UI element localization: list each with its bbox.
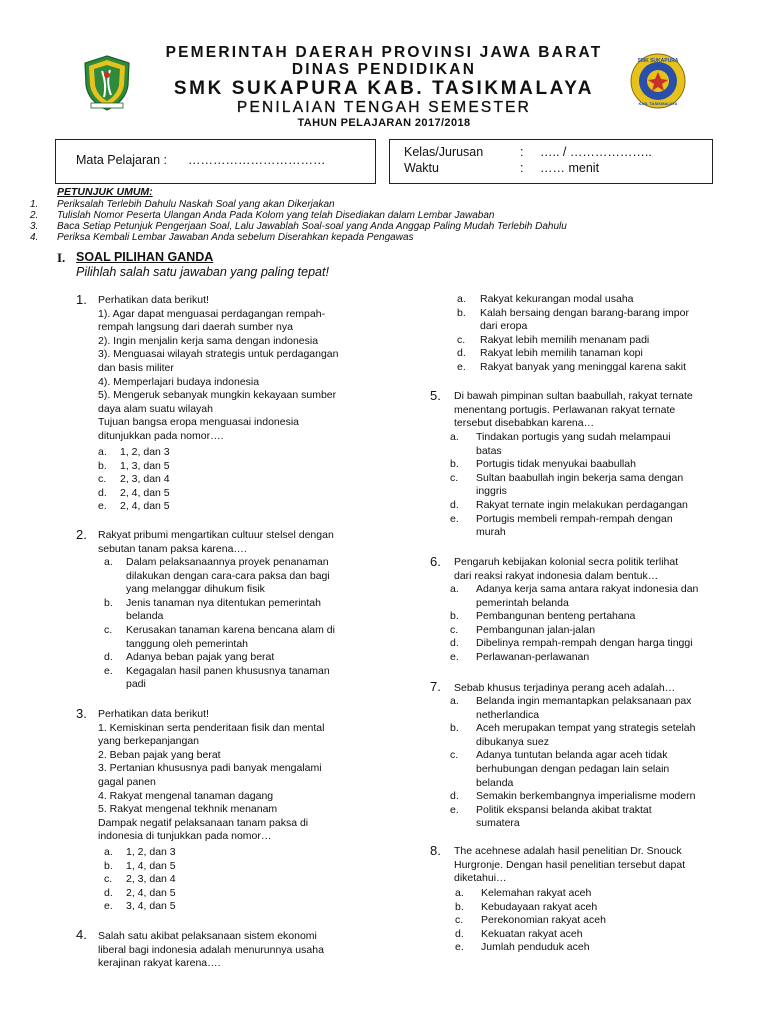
question-text: tersebut disebabkan karena…: [454, 417, 595, 430]
question-text: 4). Memperlajari budaya indonesia: [98, 375, 260, 388]
question-text: 2. Beban pajak yang berat: [98, 748, 221, 761]
option-text[interactable]: Kalah bersaing dengan barang-barang impor: [480, 306, 689, 319]
option-text[interactable]: 2, 4, dan 5: [126, 886, 176, 899]
time-sep: :: [520, 161, 524, 175]
option-text[interactable]: 2, 4, dan 5: [120, 500, 170, 513]
question-text: rempah langsung dari daerah sumber nya: [98, 321, 293, 334]
question-text: Hurgronje. Dengan hasil penelitian tersebut dapat: [454, 858, 686, 871]
option-text[interactable]: Politik ekspansi belanda akibat traktat: [476, 803, 652, 816]
option-text[interactable]: Rakyat kekurangan modal usaha: [480, 293, 634, 305]
question-text: Perhatikan data berikut!: [98, 294, 209, 306]
section-number: I.: [57, 250, 66, 265]
option-text[interactable]: Pembangunan jalan-jalan: [476, 623, 596, 636]
class-label: Kelas/Jurusan: [404, 145, 484, 159]
instruction-number: 3.: [30, 221, 39, 232]
option-text[interactable]: belanda: [126, 610, 164, 623]
instructions-title: PETUNJUK UMUM:: [57, 186, 153, 198]
option-text[interactable]: dibukanya suez: [476, 735, 549, 748]
option-label[interactable]: b.: [104, 859, 113, 872]
header-line-1: PEMERINTAH DAERAH PROVINSI JAWA BARAT: [165, 44, 603, 61]
option-label[interactable]: c.: [457, 333, 466, 346]
option-label[interactable]: a.: [450, 583, 459, 595]
question-text: Pengaruh kebijakan kolonial secra politik terlihat: [454, 556, 679, 568]
option-label[interactable]: a.: [104, 556, 113, 568]
option-label[interactable]: e.: [104, 664, 113, 677]
option-label[interactable]: e.: [455, 941, 464, 954]
option-text[interactable]: Kekuatan rakyat aceh: [481, 927, 583, 940]
question-text: Sebab khusus terjadinya perang aceh adalah…: [454, 682, 676, 694]
option-text[interactable]: Adanya kerja sama antara rakyat indonesia dan: [476, 583, 699, 595]
question-number: 8.: [430, 843, 441, 858]
option-text[interactable]: 1, 2, dan 3: [126, 846, 176, 858]
question-text: dari reaksi rakyat indonesia dalam bentuk…: [454, 569, 659, 582]
option-text[interactable]: Kelemahan rakyat aceh: [481, 887, 592, 899]
option-text[interactable]: Dibelinya rempah-rempah dengan harga tinggi: [476, 637, 693, 650]
question-text: Di bawah pimpinan sultan baabullah, rakyat ternate: [454, 390, 693, 402]
question-text: The acehnese adalah hasil penelitian Dr. Snouck: [454, 845, 682, 857]
svg-text:SMK SUKAPURA: SMK SUKAPURA: [637, 58, 679, 64]
question-number: 7.: [430, 679, 441, 694]
option-text[interactable]: Jenis tanaman nya ditentukan pemerintah: [126, 596, 321, 609]
option-text[interactable]: 2, 3, dan 4: [120, 473, 170, 486]
question-text: yang berkepanjangan: [98, 735, 200, 748]
question-text: Tujuan bangsa eropa menguasai indonesia: [98, 416, 300, 429]
exam-title: PENILAIAN TENGAH SEMESTER: [236, 99, 532, 116]
question-number: 5.: [430, 388, 441, 403]
question-text: liberal bagi indonesia adalah menurunnya usaha: [98, 943, 324, 956]
option-label[interactable]: a.: [104, 846, 113, 858]
option-text[interactable]: Kerusakan tanaman karena bencana alam di: [126, 624, 335, 636]
option-label[interactable]: d.: [104, 651, 113, 664]
option-label[interactable]: e.: [457, 361, 466, 373]
option-text[interactable]: Rakyat lebih memilih tanaman kopi: [480, 347, 643, 360]
instruction-text: Baca Setiap Petunjuk Pengerjaan Soal, Lalu Jawablah Soal-soal yang Anda Anggap Paling Mudah Terlebih Dahulu: [57, 221, 567, 232]
instruction-text: Tulislah Nomor Peserta Ulangan Anda Pada Kolom yang telah Disediakan dalam Lembar Jawaban: [57, 210, 495, 221]
option-text[interactable]: Kegagalan hasil panen khususnya tanaman: [126, 664, 330, 677]
header-line-2: DINAS PENDIDIKAN: [291, 61, 477, 78]
option-text[interactable]: Tindakan portugis yang sudah melampaui: [476, 431, 671, 443]
option-text[interactable]: tanggung oleh pemerintah: [126, 637, 249, 650]
option-text[interactable]: padi: [126, 678, 146, 691]
subject-label: Mata Pelajaran :: [76, 153, 168, 167]
option-text[interactable]: Dalam pelaksanaannya proyek penanaman: [126, 556, 329, 568]
option-label[interactable]: a.: [457, 293, 466, 305]
question-number: 4.: [76, 927, 87, 942]
option-text[interactable]: sumatera: [476, 817, 520, 830]
question-text: ditunjukkan pada nomor….: [98, 430, 224, 442]
option-label[interactable]: d.: [450, 790, 459, 803]
question-number: 3.: [76, 706, 87, 721]
option-label[interactable]: c.: [450, 749, 459, 762]
option-text[interactable]: inggris: [476, 485, 507, 498]
svg-text:KAB. TASIKMALAYA: KAB. TASIKMALAYA: [638, 101, 678, 106]
option-text[interactable]: Rakyat banyak yang meninggal karena sakit: [480, 361, 687, 373]
option-text[interactable]: pemerintah belanda: [476, 596, 569, 609]
section-instruction: Pilihlah salah satu jawaban yang paling tepat!: [76, 265, 329, 279]
option-label[interactable]: d.: [450, 637, 459, 650]
question-text: daya alam suatu wilayah: [98, 402, 213, 415]
option-text[interactable]: Pembangunan benteng pertahana: [476, 610, 636, 623]
question-number: 1.: [76, 292, 87, 307]
option-text[interactable]: 2, 3, dan 4: [126, 873, 176, 886]
option-text[interactable]: yang melanggar dihukum fisik: [126, 583, 265, 596]
section-title: SOAL PILIHAN GANDA: [76, 250, 214, 264]
option-label[interactable]: c.: [98, 473, 107, 486]
question-text: 4. Rakyat mengenal tanaman dagang: [98, 789, 274, 802]
option-label[interactable]: a.: [98, 446, 107, 458]
question-text: sebutan tanam paksa karena….: [98, 542, 247, 555]
option-text[interactable]: Belanda ingin memantapkan pelaksanaan pax: [476, 695, 692, 707]
question-text: 5). Mengeruk sebanyak mungkin kekayaan sumber: [98, 389, 337, 402]
option-text[interactable]: dari eropa: [480, 320, 528, 333]
option-text[interactable]: 1, 2, dan 3: [120, 446, 170, 458]
option-text[interactable]: Jumlah penduduk aceh: [481, 941, 590, 954]
option-label[interactable]: b.: [450, 458, 459, 471]
option-label[interactable]: e.: [104, 900, 113, 913]
question-text: 1. Kemiskinan serta penderitaan fisik dan mental: [98, 721, 325, 734]
question-text: 5. Rakyat mengenal tekhnik menanam: [98, 803, 278, 816]
option-label[interactable]: e.: [450, 803, 459, 816]
option-label[interactable]: e.: [450, 512, 459, 525]
option-label[interactable]: b.: [450, 610, 459, 623]
option-label[interactable]: d.: [455, 927, 464, 940]
option-text[interactable]: Perlawanan-perlawanan: [476, 651, 590, 663]
option-text[interactable]: dilakukan dengan cara-cara paksa dan bagi: [126, 569, 330, 582]
class-sep: :: [520, 145, 524, 159]
question-text: Dampak negatif pelaksanaan tanam paksa di: [98, 816, 309, 829]
option-label[interactable]: c.: [104, 624, 113, 636]
question-text: kerajinan rakyat karena….: [98, 957, 221, 970]
option-label[interactable]: b.: [455, 900, 464, 913]
option-text[interactable]: belanda: [476, 776, 514, 789]
instruction-text: Periksalah Terlebih Dahulu Naskah Soal yang akan Dikerjakan: [57, 199, 335, 210]
option-label[interactable]: d.: [98, 486, 107, 499]
time-field[interactable]: …… menit: [540, 161, 600, 175]
instruction-number: 2.: [30, 210, 39, 221]
question-text: indonesia di tunjukkan pada nomor…: [98, 830, 272, 843]
option-text[interactable]: Adanya tuntutan belanda agar aceh tidak: [476, 749, 668, 762]
option-text[interactable]: 2, 4, dan 5: [120, 486, 170, 499]
class-box: [389, 139, 713, 184]
option-text[interactable]: 3, 4, dan 5: [126, 900, 176, 913]
question-text: menentang portugis. Perlawanan rakyat ternate: [454, 403, 676, 416]
question-number: 6.: [430, 554, 441, 569]
option-text[interactable]: Rakyat lebih memilih menanam padi: [480, 333, 650, 346]
option-text[interactable]: Perekonomian rakyat aceh: [481, 914, 606, 927]
option-text[interactable]: 1, 4, dan 5: [126, 859, 176, 872]
option-label[interactable]: b.: [457, 306, 466, 319]
option-text[interactable]: Adanya beban pajak yang berat: [126, 651, 275, 664]
question-text: Perhatikan data berikut!: [98, 708, 209, 720]
option-text[interactable]: netherlandica: [476, 708, 540, 721]
school-name: SMK SUKAPURA KAB. TASIKMALAYA: [173, 78, 595, 99]
question-number: 2.: [76, 527, 87, 542]
option-text[interactable]: 1, 3, dan 5: [120, 459, 170, 472]
question-text: 2). Ingin menjalin kerja sama dengan indonesia: [98, 334, 319, 347]
option-label[interactable]: c.: [104, 873, 113, 886]
instruction-text: Periksa Kembali Lembar Jawaban Anda sebelum Diserahkan kepada Pengawas: [57, 232, 414, 243]
option-label[interactable]: c.: [450, 471, 459, 484]
question-text: 1). Agar dapat menguasai perdagangan rempah-: [98, 307, 326, 320]
option-text[interactable]: batas: [476, 444, 502, 457]
option-label[interactable]: d.: [457, 347, 466, 360]
option-text[interactable]: Portugis tidak menyukai baabullah: [476, 458, 636, 471]
option-text[interactable]: Aceh merupakan tempat yang strategis setelah: [476, 722, 696, 735]
option-text[interactable]: berhubungan dengan pedagan lain selain: [476, 763, 670, 775]
question-text: diketahui…: [454, 872, 507, 885]
option-label[interactable]: c.: [455, 914, 464, 927]
option-text[interactable]: Sultan baabullah ingin bekerja sama dengan: [476, 471, 684, 484]
academic-year: TAHUN PELAJARAN 2017/2018: [297, 117, 471, 129]
class-field[interactable]: ….. / ………………..: [540, 145, 652, 159]
subject-field[interactable]: ……………………………: [188, 153, 326, 167]
option-label[interactable]: a.: [450, 695, 459, 707]
option-text[interactable]: Semakin berkembangnya imperialisme modern: [476, 790, 696, 803]
instruction-number: 1.: [30, 199, 39, 210]
option-label[interactable]: e.: [450, 651, 459, 663]
option-label[interactable]: a.: [450, 431, 459, 443]
option-label[interactable]: b.: [104, 596, 113, 609]
question-text: dan basis militer: [98, 362, 174, 374]
option-text[interactable]: Portugis membeli rempah-rempah dengan: [476, 512, 673, 525]
question-text: Salah satu akibat pelaksanaan sistem ekonomi: [98, 930, 317, 942]
question-text: gagal panen: [98, 776, 156, 788]
instruction-number: 4.: [30, 232, 39, 243]
option-label[interactable]: b.: [98, 459, 107, 472]
question-text: Rakyat pribumi mengartikan cultuur stelsel dengan: [98, 529, 334, 541]
option-label[interactable]: e.: [98, 500, 107, 513]
option-label[interactable]: b.: [450, 722, 459, 735]
option-label[interactable]: d.: [104, 886, 113, 899]
option-text[interactable]: Kebudayaan rakyat aceh: [481, 900, 598, 913]
question-text: 3. Pertanian khususnya padi banyak mengalami: [98, 762, 322, 775]
time-label: Waktu: [404, 161, 439, 175]
subject-box: [55, 139, 376, 184]
option-text[interactable]: Rakyat ternate ingin melakukan perdagangan: [476, 499, 688, 511]
option-label[interactable]: a.: [455, 887, 464, 899]
option-text[interactable]: murah: [476, 526, 506, 539]
option-label[interactable]: d.: [450, 499, 459, 511]
question-text: 3). Menguasai wilayah strategis untuk perdagangan: [98, 348, 339, 361]
option-label[interactable]: c.: [450, 623, 459, 636]
